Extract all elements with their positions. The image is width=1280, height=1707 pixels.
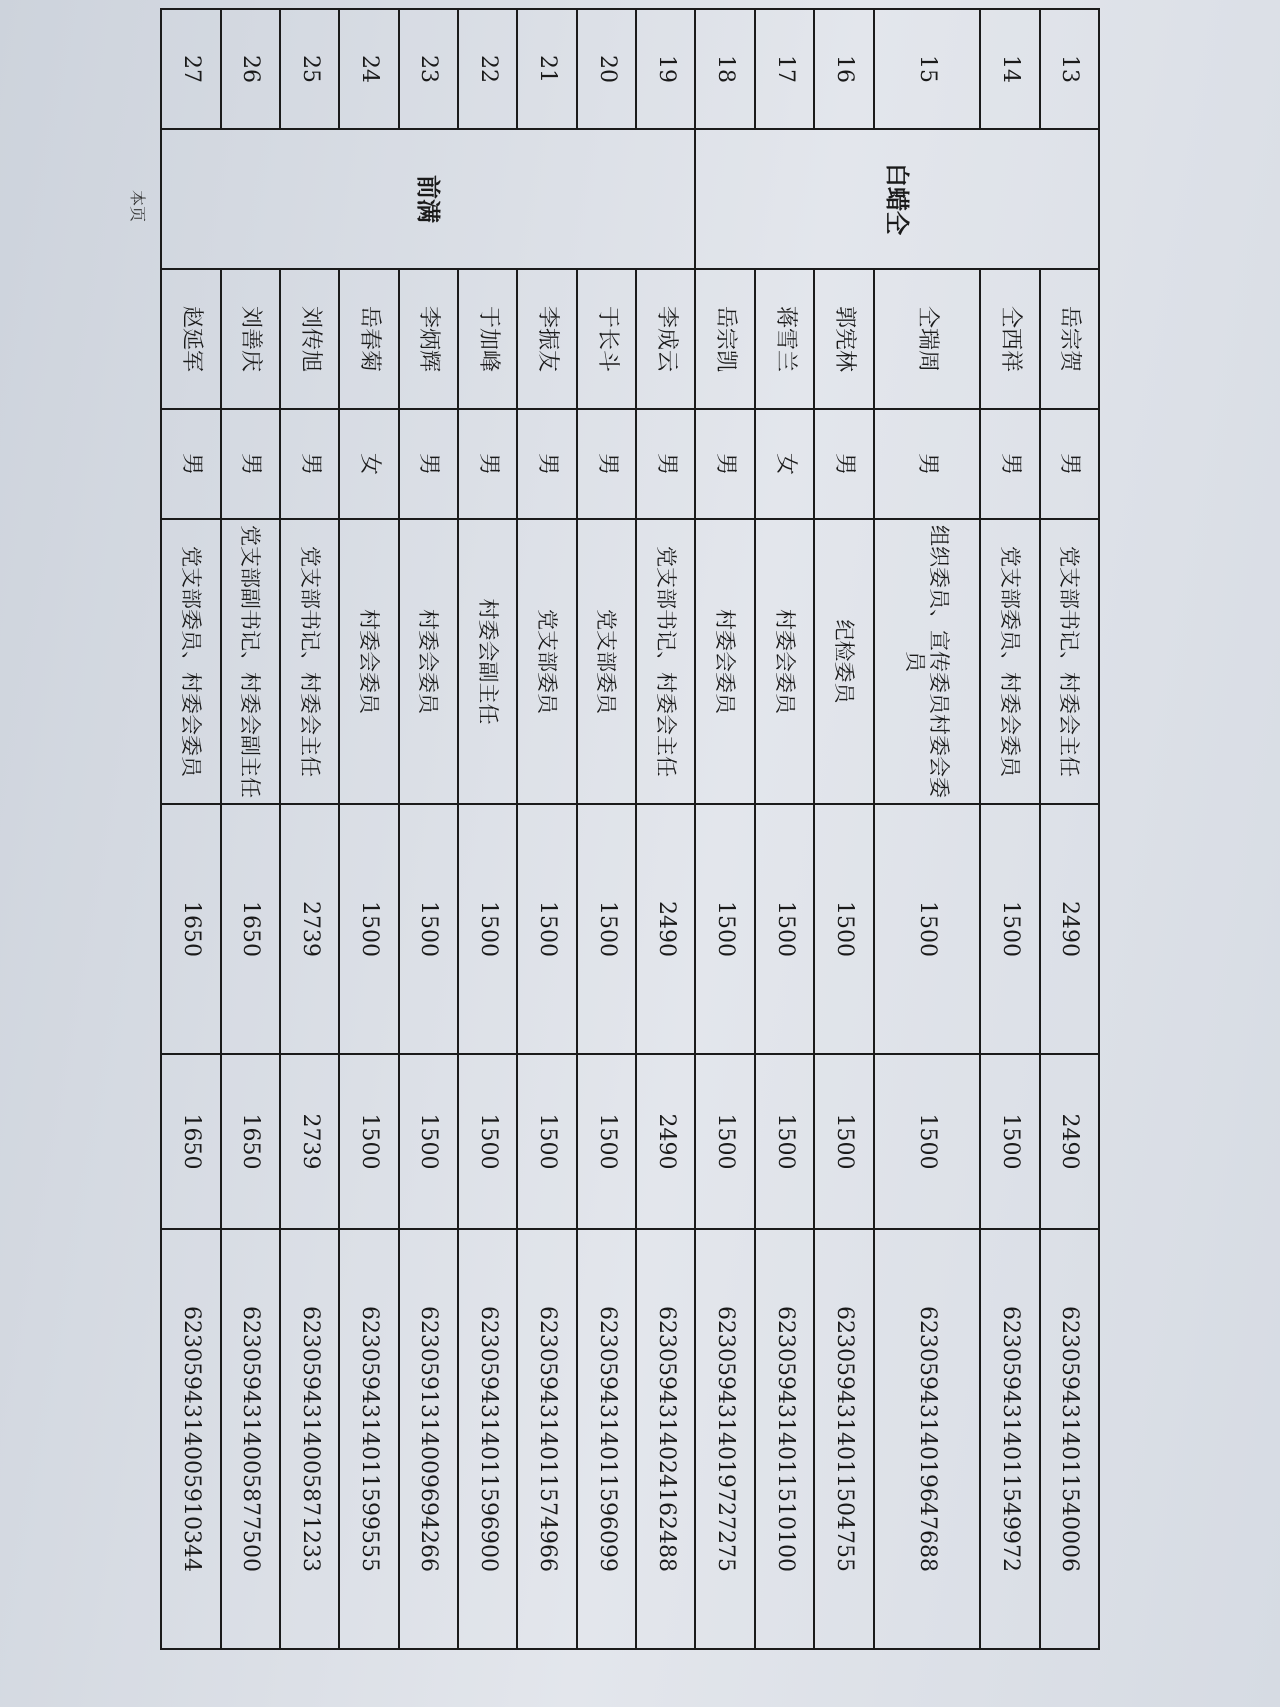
row-number: 17: [755, 9, 814, 129]
amount-b: 1650: [221, 1054, 280, 1229]
sex-cell: 男: [221, 409, 280, 519]
row-number: 27: [161, 9, 221, 129]
person-name: 蒋雪兰: [755, 269, 814, 409]
amount-b: 1500: [339, 1054, 398, 1229]
page-note: 本页: [128, 190, 147, 223]
account-number: 6230594314011504755: [814, 1229, 873, 1649]
role-cell: 村委会委员: [755, 519, 814, 804]
rotated-table-wrapper: [160, 8, 1100, 1648]
amount-b: 1500: [517, 1054, 576, 1229]
amount-a: 1500: [755, 804, 814, 1054]
role-cell: 村委会副主任: [458, 519, 517, 804]
amount-a: 1500: [814, 804, 873, 1054]
amount-b: 2490: [1040, 1054, 1099, 1229]
person-name: 郭宪林: [814, 269, 873, 409]
amount-a: 1500: [874, 804, 981, 1054]
person-name: 岳宗贺: [1040, 269, 1099, 409]
person-name: 李炳辉: [399, 269, 458, 409]
amount-a: 1500: [517, 804, 576, 1054]
amount-a: 2490: [1040, 804, 1099, 1054]
role-cell: 党支部书记、村委会主任: [1040, 519, 1099, 804]
amount-b: 2739: [280, 1054, 339, 1229]
sex-cell: 男: [636, 409, 695, 519]
sex-cell: 男: [161, 409, 221, 519]
amount-b: 2490: [636, 1054, 695, 1229]
amount-b: 1500: [399, 1054, 458, 1229]
row-number: 16: [814, 9, 873, 129]
account-number: 6230594314011549972: [980, 1229, 1039, 1649]
person-name: 刘传旭: [280, 269, 339, 409]
amount-b: 1500: [458, 1054, 517, 1229]
person-name: 李振友: [517, 269, 576, 409]
amount-a: 1500: [980, 804, 1039, 1054]
amount-b: 1500: [874, 1054, 981, 1229]
amount-a: 2739: [280, 804, 339, 1054]
amount-a: 2490: [636, 804, 695, 1054]
role-cell: 村委会委员: [695, 519, 754, 804]
sex-cell: 男: [695, 409, 754, 519]
role-cell: 党支部书记、村委会主任: [636, 519, 695, 804]
person-name: 赵延军: [161, 269, 221, 409]
subsidy-table: [160, 8, 1100, 1650]
role-cell: 党支部副书记、村委会副主任: [221, 519, 280, 804]
sex-cell: 男: [458, 409, 517, 519]
account-number: 6230594314011596099: [577, 1229, 636, 1649]
amount-a: 1500: [399, 804, 458, 1054]
amount-a: 1500: [339, 804, 398, 1054]
row-number: 23: [399, 9, 458, 129]
amount-a: 1500: [577, 804, 636, 1054]
role-cell: 纪检委员: [814, 519, 873, 804]
role-cell: 党支部书记、村委会主任: [280, 519, 339, 804]
table-row: [1040, 9, 1099, 1649]
amount-a: 1500: [458, 804, 517, 1054]
account-number: 6230594314011574966: [517, 1229, 576, 1649]
row-number: 24: [339, 9, 398, 129]
row-number: 18: [695, 9, 754, 129]
row-number: 25: [280, 9, 339, 129]
account-number: 6230594314005877500: [221, 1229, 280, 1649]
person-name: 岳春菊: [339, 269, 398, 409]
role-cell: 党支部委员、村委会委员: [161, 519, 221, 804]
role-cell: 党支部委员、村委会委员: [980, 519, 1039, 804]
table-row: [636, 9, 695, 1649]
amount-b: 1500: [695, 1054, 754, 1229]
amount-b: 1500: [980, 1054, 1039, 1229]
account-number: 6230594314011596900: [458, 1229, 517, 1649]
person-name: 于加峰: [458, 269, 517, 409]
amount-b: 1500: [755, 1054, 814, 1229]
village-cell: 白蜡仝: [695, 129, 1099, 269]
row-number: 21: [517, 9, 576, 129]
person-name: 仝西祥: [980, 269, 1039, 409]
village-cell: 前满: [161, 129, 695, 269]
row-number: 19: [636, 9, 695, 129]
sex-cell: 女: [339, 409, 398, 519]
sex-cell: 男: [280, 409, 339, 519]
amount-b: 1650: [161, 1054, 221, 1229]
sex-cell: 男: [399, 409, 458, 519]
account-number: 6230594314011510100: [755, 1229, 814, 1649]
sex-cell: 男: [577, 409, 636, 519]
sex-cell: 男: [874, 409, 981, 519]
sex-cell: 男: [517, 409, 576, 519]
sex-cell: 男: [814, 409, 873, 519]
row-number: 13: [1040, 9, 1099, 129]
row-number: 15: [874, 9, 981, 129]
role-cell: 党支部委员: [517, 519, 576, 804]
amount-b: 1500: [814, 1054, 873, 1229]
account-number: 6230594314011540006: [1040, 1229, 1099, 1649]
person-name: 刘善庆: [221, 269, 280, 409]
role-cell: 村委会委员: [339, 519, 398, 804]
amount-a: 1650: [161, 804, 221, 1054]
account-number: 6230594314011599555: [339, 1229, 398, 1649]
sex-cell: 女: [755, 409, 814, 519]
account-number: 6230594314005871233: [280, 1229, 339, 1649]
person-name: 于长斗: [577, 269, 636, 409]
row-number: 22: [458, 9, 517, 129]
amount-a: 1650: [221, 804, 280, 1054]
role-cell: 党支部委员: [577, 519, 636, 804]
role-cell: 村委会委员: [399, 519, 458, 804]
row-number: 14: [980, 9, 1039, 129]
person-name: 仝瑞周: [874, 269, 981, 409]
amount-b: 1500: [577, 1054, 636, 1229]
sex-cell: 男: [1040, 409, 1099, 519]
row-number: 20: [577, 9, 636, 129]
person-name: 李成云: [636, 269, 695, 409]
account-number: 6230594314024162488: [636, 1229, 695, 1649]
role-cell: 组织委员、宣传委员村委会委员: [874, 519, 981, 804]
amount-a: 1500: [695, 804, 754, 1054]
account-number: 6230591314009694266: [399, 1229, 458, 1649]
account-number: 6230594314005910344: [161, 1229, 221, 1649]
person-name: 岳宗凯: [695, 269, 754, 409]
row-number: 26: [221, 9, 280, 129]
account-number: 6230594314019727275: [695, 1229, 754, 1649]
account-number: 6230594314019647688: [874, 1229, 981, 1649]
sex-cell: 男: [980, 409, 1039, 519]
